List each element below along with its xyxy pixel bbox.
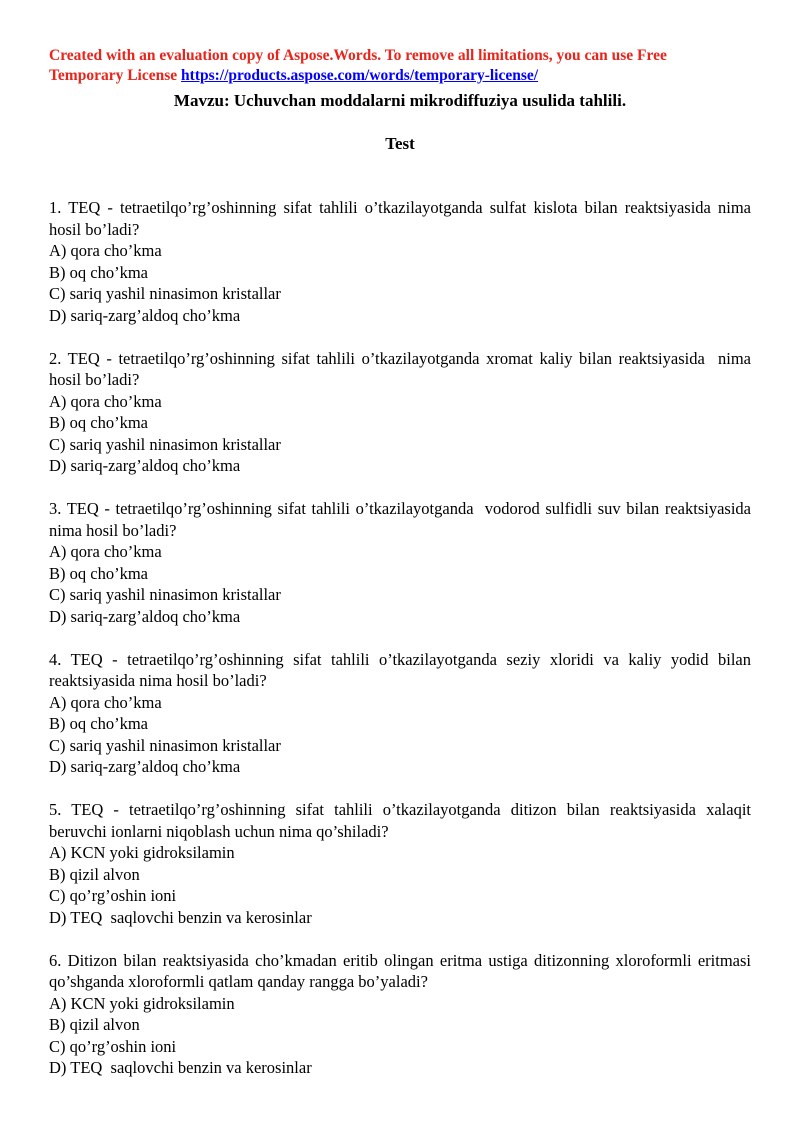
option-c: C) qo’rg’oshin ioni: [49, 1036, 177, 1056]
option-a: A) qora cho’kma: [49, 542, 162, 561]
question-text: 1. TEQ - tetraetilqo’rg’oshinning sifat tahlili o’tkazilayotganda sulfat kislota bilan reaktsiyasida nima hosil bo’ladi?: [49, 198, 756, 239]
option-c: C) sariq yashil ninasimon kristallar: [49, 284, 281, 303]
temporary-license-link[interactable]: https://products.aspose.com/words/temporary-license/: [181, 67, 539, 84]
option-a: A) KCN yoki gidroksilamin: [49, 993, 235, 1013]
option-c: C) sariq yashil ninasimon kristallar: [49, 585, 281, 604]
option-b: B) oq cho’kma: [49, 563, 148, 583]
option-c: C) sariq yashil ninasimon kristallar: [49, 434, 281, 454]
option-b: B) oq cho’kma: [49, 262, 148, 282]
question-text: 4. TEQ - tetraetilqo’rg’oshinning sifat tahlili o’tkazilayotganda seziy xloridi va kaliy yodid bilan reaktsiyasida nima hosil bo’ladi?: [49, 649, 756, 690]
document-title: Mavzu: Uchuvchan moddalarni mikrodiffuziya usulida tahlili.: [173, 91, 627, 110]
option-b: B) qizil alvon: [49, 1015, 140, 1034]
option-c: C) sariq yashil ninasimon kristallar: [49, 735, 281, 755]
option-d: D) TEQ saqlovchi benzin va kerosinlar: [49, 907, 312, 927]
question-block-6: [49, 950, 756, 1079]
option-d: D) sariq-zarg’aldoq cho’kma: [49, 456, 241, 475]
question-block-5: [49, 799, 756, 928]
option-d: D) sariq-zarg’aldoq cho’kma: [49, 606, 241, 626]
option-b: B) qizil alvon: [49, 864, 140, 884]
option-b: B) oq cho’kma: [49, 714, 148, 733]
question-block-3: [49, 498, 756, 627]
question-text: 3. TEQ - tetraetilqo’rg’oshinning sifat tahlili o’tkazilayotganda vodorod sulfidli suv bilan reaktsiyasida nima hosil bo’ladi?: [49, 499, 756, 540]
option-a: A) KCN yoki gidroksilamin: [49, 843, 235, 862]
option-a: A) qora cho’kma: [49, 241, 162, 260]
test-section-heading: Test: [385, 134, 415, 153]
question-block-2: [49, 348, 756, 477]
question-block-4: [49, 649, 756, 778]
question-text: 5. TEQ - tetraetilqo’rg’oshinning sifat tahlili o’tkazilayotganda ditizon bilan reaktsiyasida xalaqit beruvchi ionlarni niqoblash uchun nima qo’shiladi?: [49, 800, 756, 841]
option-a: A) qora cho’kma: [49, 692, 162, 712]
evaluation-notice-line2-prefix: Temporary License: [49, 67, 182, 84]
option-c: C) qo’rg’oshin ioni: [49, 886, 177, 905]
evaluation-notice: [49, 46, 751, 86]
option-d: D) TEQ saqlovchi benzin va kerosinlar: [49, 1058, 312, 1077]
question-block-1: [49, 197, 756, 326]
option-d: D) sariq-zarg’aldoq cho’kma: [49, 305, 241, 325]
option-a: A) qora cho’kma: [49, 391, 162, 411]
evaluation-notice-line1: Created with an evaluation copy of Aspose.Words. To remove all limitations, you can use Free: [49, 47, 667, 64]
questions-list: [49, 197, 756, 1079]
option-b: B) oq cho’kma: [49, 413, 148, 432]
question-text: 2. TEQ - tetraetilqo’rg’oshinning sifat tahlili o’tkazilayotganda xromat kaliy bilan reaktsiyasida nima hosil bo’ladi?: [49, 348, 756, 389]
question-text: 6. Ditizon bilan reaktsiyasida cho’kmadan eritib olingan eritma ustiga ditizonning xloroformli eritmasi qo’shganda xloroformli qatlam qanday rangga bo’yaladi?: [49, 950, 756, 991]
option-d: D) sariq-zarg’aldoq cho’kma: [49, 757, 241, 776]
